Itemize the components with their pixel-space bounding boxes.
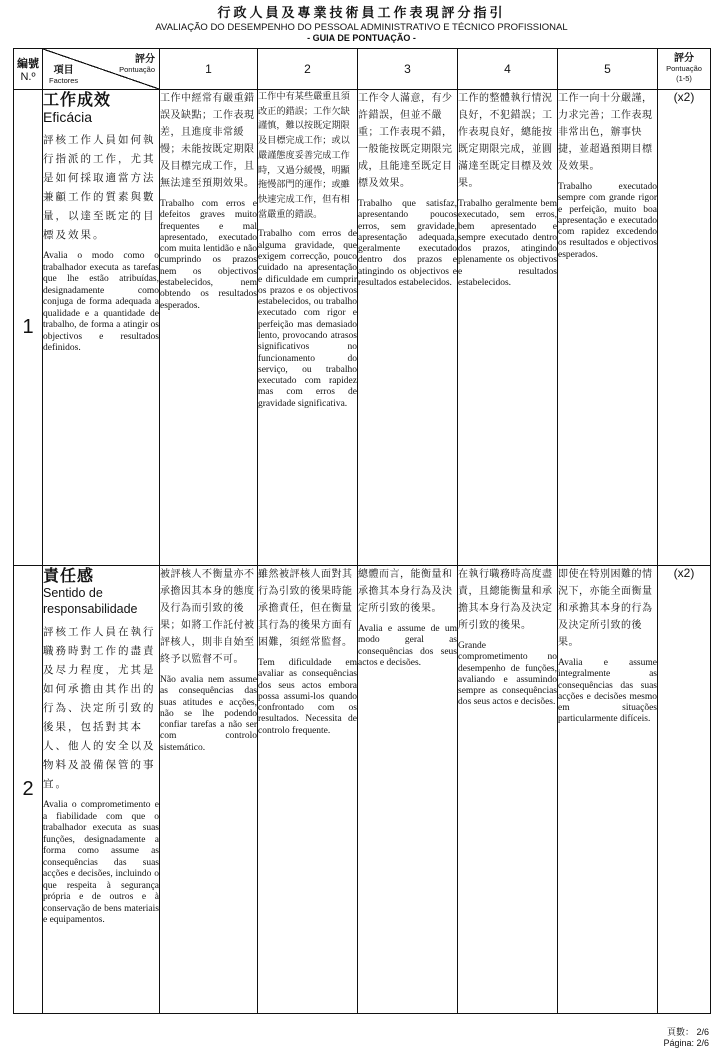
factor-description-zh: 評核工作人員如何執行指派的工作，尤其是如何採取適當方法兼顧工作的質素與數量，以達至既定的目標及效果。 <box>43 134 156 241</box>
factor-description-pt: Avalia o comprometimento e a fiabilidade com que o trabalhador executa as suas funções, designadamente a forma como assume as consequências das suas acções e decisões, incluindo o que respeita à segurança própria e de outros e à conservação de bens materiais e equipamentos. <box>43 800 159 925</box>
level-cell: 工作的整體執行情況良好，不犯錯誤；工作表現良好，總能按既定期限完成，並圓滿達至既定目標及效果。 Trabalho geralmente bem executado, sem erros, bem apresentado e sempre executado dentro dos prazos, atingindo plenamente os objectivos e resultados estabelecidos. <box>458 90 558 566</box>
weight-multiplier: (x2) <box>658 566 711 1014</box>
level-2-header: 2 <box>258 49 358 90</box>
factor-title-pt: Sentido de responsabilidade <box>43 586 138 616</box>
row-number: 1 <box>14 90 43 566</box>
page-number-zh: 頁數： 2/6 <box>666 1027 709 1037</box>
level-5-header: 5 <box>558 49 658 90</box>
page-footer <box>663 1027 709 1049</box>
title-portuguese: AVALIAÇÃO DO DESEMPENHO DO PESSOAL ADMINISTRATIVO E TÉCNICO PROFISSIONAL <box>155 22 568 33</box>
row-number: 2 <box>14 566 43 1014</box>
item-label-pt: Factores <box>49 76 79 85</box>
level-cell: 被評核人不衡量亦不承擔因其本身的態度及行為而引致的後果；如將工作託付被評核人，則非自始至終予以監督不可。 Não avalia nem assume as consequências das suas atitudes e acções, não se lhe podendo confiar tarefas a não ser com controlo sistemático. <box>160 566 258 1014</box>
level-cell: 工作一向十分嚴謹，力求完善；工作表現非常出色，辦事快捷，並超過預期目標及效果。 Trabalho executado sempre com grande rigor e perfeição, muito boa apresentação e executado com rapidez excedendo os resultados e objectivos esperados. <box>558 90 658 566</box>
table-row <box>14 90 711 566</box>
level-cell: 即使在特別困難的情況下，亦能全面衡量和承擔其本身的行為及決定所引致的後果。 Avalia e assume integralmente as consequências das suas acções e decisões mesmo em situações particularmente difíceis. <box>558 566 658 1014</box>
table-header-row <box>14 49 711 90</box>
title-chinese: 行政人員及專業技術員工作表現評分指引 <box>217 6 506 21</box>
page-number-pt: Página: 2/6 <box>663 1038 709 1048</box>
number-header: 編號 N.º <box>14 49 43 90</box>
level-3-header: 3 <box>358 49 458 90</box>
level-4-header: 4 <box>458 49 558 90</box>
score-label-zh: 評分 <box>135 54 155 65</box>
item-label-zh: 項目 <box>53 65 74 76</box>
factor-title-zh: 責任感 <box>43 566 95 585</box>
level-cell: 工作中經常有嚴重錯誤及缺點；工作表現差，且進度非常緩慢；未能按既定期限及目標完成工作，且無法達至預期效果。 Trabalho com erros e defeitos graves muito frequentes e mal apresentado, executado com muita lentidão e não cumprindo os prazos nem os objectivos estabelecidos, nem obtendo os resultados esperados. <box>160 90 258 566</box>
level-1-header: 1 <box>160 49 258 90</box>
level-cell: 總體而言，能衡量和承擔其本身行為及決定所引致的後果。 Avalia e assume de um modo geral as consequências dos seus actos e decisões. <box>358 566 458 1014</box>
level-cell: 在執行職務時高度盡責，且總能衡量和承擔其本身行為及決定所引致的後果。 Grande comprometimento no desempenho de funções, avaliando e assumindo sempre as consequências dos seus actos e decisões. <box>458 566 558 1014</box>
level-cell: 工作令人滿意，有少許錯誤，但並不嚴重；工作表現不錯，一般能按既定期限完成，且能達至既定目標及效果。 Trabalho que satisfaz, apresentando poucos erros, sem gravidade, apresentação adequada, geralmente executado dentro dos prazos e atingindo os objectivos e resultados estabelecidos. <box>358 90 458 566</box>
factor-cell <box>43 566 160 1014</box>
table-row <box>14 566 711 1014</box>
factor-cell <box>43 90 160 566</box>
weight-multiplier: (x2) <box>658 90 711 566</box>
level-cell: 雖然被評核人面對其行為引致的後果時能承擔責任，但在衡量其行為的後果方面有困難，須經常監督。 Tem dificuldade em avaliar as consequências dos seus actos embora possa assumi-los quando confrontado com os resultados. Necessita de controlo frequente. <box>258 566 358 1014</box>
scoring-guide-table <box>13 48 711 1014</box>
factor-description-pt: Avalia o modo como o trabalhador executa as tarefas que lhe estão atribuídas, designadamente como conjuga de forma adequada a qualidade e a quantidade de trabalho, de forma a atingir os objectivos e resultados definidos. <box>43 251 159 353</box>
factor-title-pt: Eficácia <box>43 109 93 125</box>
level-cell: 工作中有某些嚴重且須改正的錯誤；工作欠缺謹慎，難以按既定期限及目標完成工作；或以嚴謹態度妥善完成工作時，又過分緩慢，明顯拖慢部門的運作；或雖快速完成工作，但有相當嚴重的錯誤。 Trabalho com erros de alguma gravidade, que exigem correcção, pouco cuidado na apresentação e dificuldade em cumprir os prazos e os objectivos estabelecidos, ou trabalho executado com rigor e perfeição mas demasiado lento, provocando atrasos significativos no funcionamento do serviço, ou trabalho executado com rapidez mas com erros de gravidade significativa. <box>258 90 358 566</box>
points-header: 評分 Pontuação (1-5) <box>658 49 711 90</box>
item-score-header <box>43 49 160 90</box>
subtitle: - GUIA DE PONTUAÇÃO - <box>307 33 416 43</box>
factor-description-zh: 評核工作人員在執行職務時對工作的盡責及尽力程度，尤其是如何承擔由其作出的行為、決定所引致的後果，包括對其本人、他人的安全以及物料及設備保管的事宜。 <box>43 626 156 790</box>
document-header <box>13 6 710 44</box>
factor-title-zh: 工作成效 <box>43 90 112 109</box>
score-label-pt: Pontuação <box>119 65 155 74</box>
